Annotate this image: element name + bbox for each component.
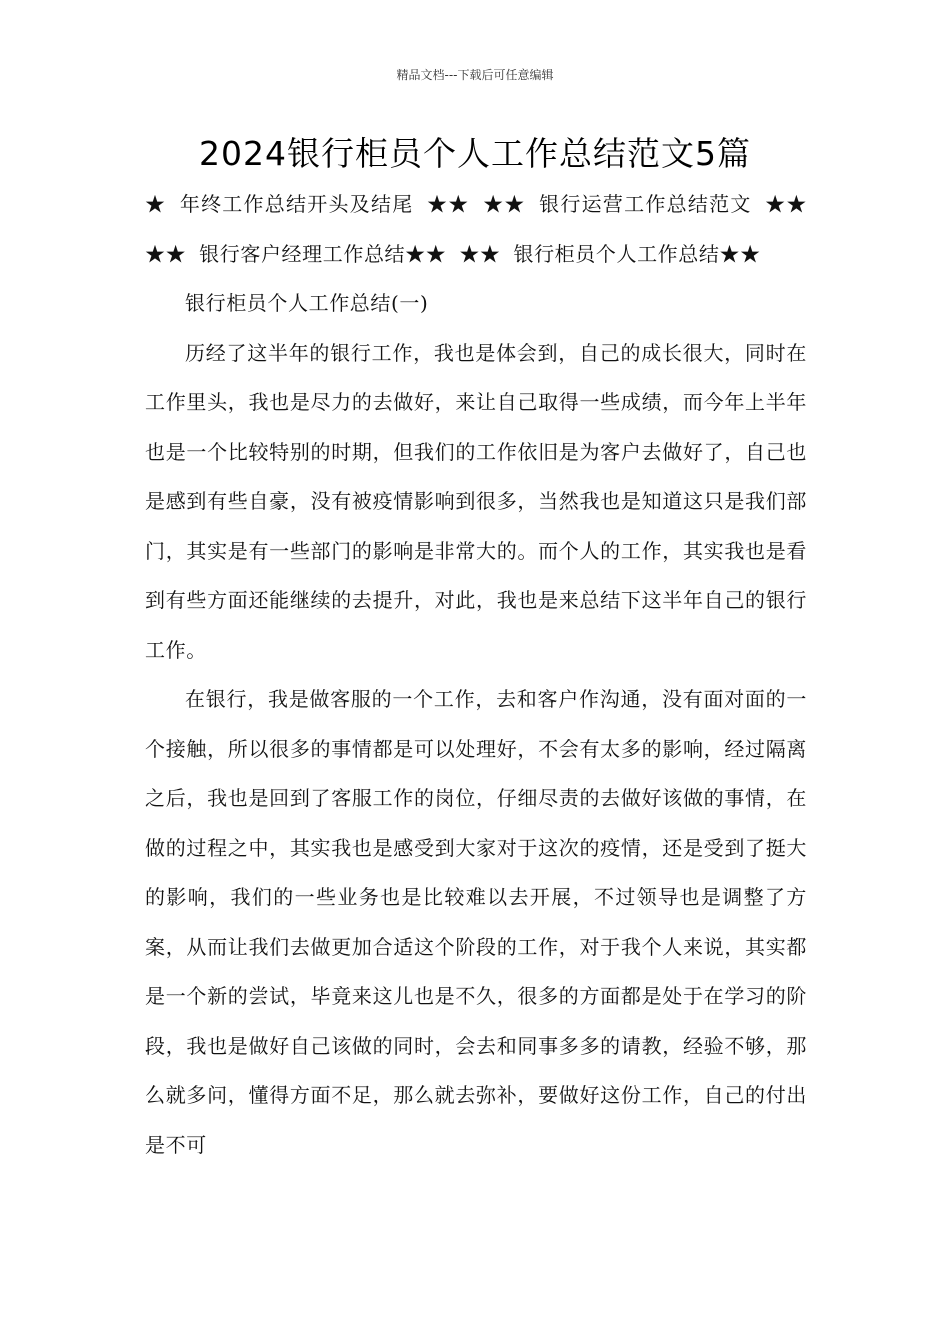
document-title: 2024银行柜员个人工作总结范文5篇 xyxy=(199,134,751,173)
header-note: 精品文档---下载后可任意编辑 xyxy=(396,68,554,82)
document-body xyxy=(145,180,807,1170)
section-heading: 银行柜员个人工作总结(一) xyxy=(185,291,429,315)
body-paragraph-2: 在银行，我是做客服的一个工作，去和客户作沟通，没有面对面的一个接触，所以很多的事情都是可以处理好，不会有太多的影响，经过隔离之后，我也是回到了客服工作的岗位，仔细尽责的去做好该做的事情，在做的过程之中，其实我也是感受到大家对于这次的疫情，还是受到了挺大的影响，我们的一些业务也是比较难以去开展，不过领导也是调整了方案，从而让我们去做更加合适这个阶段的工作，对于我个人来说，其实都是一个新的尝试，毕竟来这儿也是不久，很多的方面都是处于在学习的阶段，我也是做好自己该做的同时，会去和同事多多的请教，经验不够，那么就多问，懂得方面不足，那么就去弥补，要做好这份工作，自己的付出是不可 xyxy=(145,687,807,1157)
body-paragraph-1: 历经了这半年的银行工作，我也是体会到，自己的成长很大，同时在工作里头，我也是尽力的去做好，来让自己取得一些成绩，而今年上半年也是一个比较特别的时期，但我们的工作依旧是为客户去做好了，自己也是感到有些自豪，没有被疫情影响到很多，当然我也是知道这只是我们部门，其实是有一些部门的影响是非常大的。而个人的工作，其实我也是看到有些方面还能继续的去提升，对此，我也是来总结下这半年自己的银行工作。 xyxy=(145,340,807,662)
related-articles-line: ★ 年终工作总结开头及结尾 ★★ ★★ 银行运营工作总结范文 ★★ ★★ 银行客户经理工作总结★★ ★★ 银行柜员个人工作总结★★ xyxy=(145,192,807,266)
